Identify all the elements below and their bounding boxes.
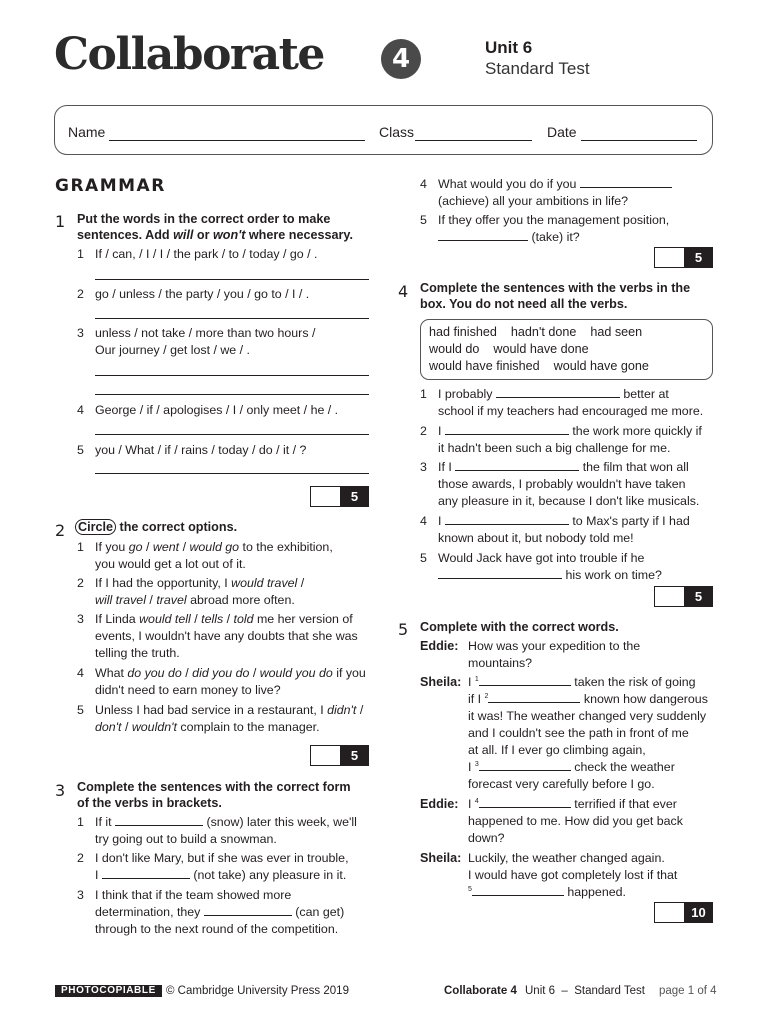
question-number: 1: [55, 212, 66, 231]
question-5-instruction: Complete with the correct words.: [420, 620, 619, 634]
answer-gap[interactable]: [496, 386, 620, 398]
question-4-instruction: Complete the sentences with the verbs in the box. You do not need all the verbs.: [420, 281, 691, 311]
answer-gap[interactable]: [445, 423, 569, 435]
option[interactable]: told: [233, 612, 254, 626]
page-number: page 1 of 4: [659, 985, 717, 997]
class-label: Class: [379, 124, 415, 140]
class-field[interactable]: [415, 140, 532, 141]
answer-gap[interactable]: [438, 567, 562, 579]
dialogue-line: I $^1$ taken the risk of going if I $^2$ known how dangerous it was! The weather changed very suddenly and I couldn't see the path in front of me at all. If I ever go climbing again, I $^3$ check the weather forecast very carefully before I go.: [468, 675, 708, 791]
verb-box: had finished hadn't done had seen would do would have done would have finished would have gone: [420, 319, 713, 380]
score-box: 5: [310, 486, 369, 507]
option[interactable]: would you do: [259, 666, 333, 680]
speaker-eddie: Eddie:: [420, 639, 459, 653]
photocopiable-badge: PHOTOCOPIABLE: [55, 985, 162, 997]
score-field[interactable]: [311, 746, 340, 765]
name-label: Name: [68, 124, 106, 140]
section-title: GRAMMAR: [55, 176, 166, 196]
question-2-instruction: Circle the correct options.: [75, 519, 237, 535]
speaker-eddie: Eddie:: [420, 797, 459, 811]
score-field[interactable]: [655, 903, 684, 922]
option[interactable]: travel: [156, 593, 187, 607]
answer-line[interactable]: [95, 318, 369, 319]
answer-line[interactable]: [95, 279, 369, 280]
answer-gap[interactable]: [472, 884, 564, 896]
score-box: 5: [310, 745, 369, 766]
question-1-instruction: Put the words in the correct order to make sentences. Add will or won't where necessary.: [77, 212, 353, 242]
score-field[interactable]: [311, 487, 340, 506]
option[interactable]: wouldn't: [131, 720, 177, 734]
answer-gap[interactable]: [479, 759, 571, 771]
option[interactable]: didn't: [327, 703, 357, 717]
answer-gap[interactable]: [479, 796, 571, 808]
date-label: Date: [547, 124, 577, 140]
answer-line[interactable]: [95, 473, 369, 474]
option[interactable]: would travel: [231, 576, 298, 590]
circle-word: Circle: [75, 519, 116, 535]
footer-course: Collaborate 4: [444, 985, 517, 997]
score-field[interactable]: [655, 248, 684, 267]
answer-line[interactable]: [95, 375, 369, 376]
score-box: 5: [654, 247, 713, 268]
answer-gap[interactable]: [580, 176, 672, 188]
answer-gap[interactable]: [488, 691, 580, 703]
question-number: 4: [398, 282, 409, 301]
student-details-box: [54, 105, 713, 155]
answer-gap[interactable]: [445, 513, 569, 525]
question-number: 2: [55, 521, 66, 540]
answer-gap[interactable]: [455, 459, 579, 471]
question-number: 5: [398, 620, 409, 639]
option[interactable]: did you do: [192, 666, 250, 680]
question-3-instruction: Complete the sentences with the correct form of the verbs in brackets.: [77, 780, 351, 810]
dialogue-line: I $^4$ terrified if that ever happened to me. How did you get back down?: [468, 797, 683, 845]
option[interactable]: do you do: [127, 666, 182, 680]
option[interactable]: would tell: [139, 612, 191, 626]
level-badge: 4: [381, 39, 421, 79]
footer-unit: Unit 6 – Standard Test: [525, 985, 645, 997]
dialogue-line: Luckily, the weather changed again. I would have got completely lost if that $^5$ happened.: [468, 851, 678, 899]
answer-gap[interactable]: [102, 867, 190, 879]
answer-line[interactable]: [95, 394, 369, 395]
speaker-sheila: Sheila:: [420, 675, 462, 689]
option[interactable]: will travel: [95, 593, 146, 607]
option[interactable]: went: [152, 540, 180, 554]
option[interactable]: go: [128, 540, 143, 554]
score-field[interactable]: [655, 587, 684, 606]
answer-gap[interactable]: [479, 674, 571, 686]
question-number: 3: [55, 781, 66, 800]
answer-gap[interactable]: [115, 814, 203, 826]
test-title: Standard Test: [485, 59, 590, 78]
answer-gap[interactable]: [204, 904, 292, 916]
date-field[interactable]: [581, 140, 697, 141]
dialogue-line: How was your expedition to the mountains?: [468, 639, 641, 670]
answer-gap[interactable]: [438, 229, 528, 241]
speaker-sheila: Sheila:: [420, 851, 462, 865]
answer-line[interactable]: [95, 434, 369, 435]
name-field[interactable]: [109, 140, 365, 141]
collaborate-logo: Collaborate: [54, 29, 324, 80]
unit-title: Unit 6: [485, 38, 533, 57]
option[interactable]: tells: [201, 612, 224, 626]
option[interactable]: don't: [95, 720, 122, 734]
option[interactable]: would go: [189, 540, 240, 554]
copyright: © Cambridge University Press 2019: [166, 985, 349, 997]
score-box: 10: [654, 902, 713, 923]
score-box: 5: [654, 586, 713, 607]
unit-heading: [485, 37, 590, 79]
